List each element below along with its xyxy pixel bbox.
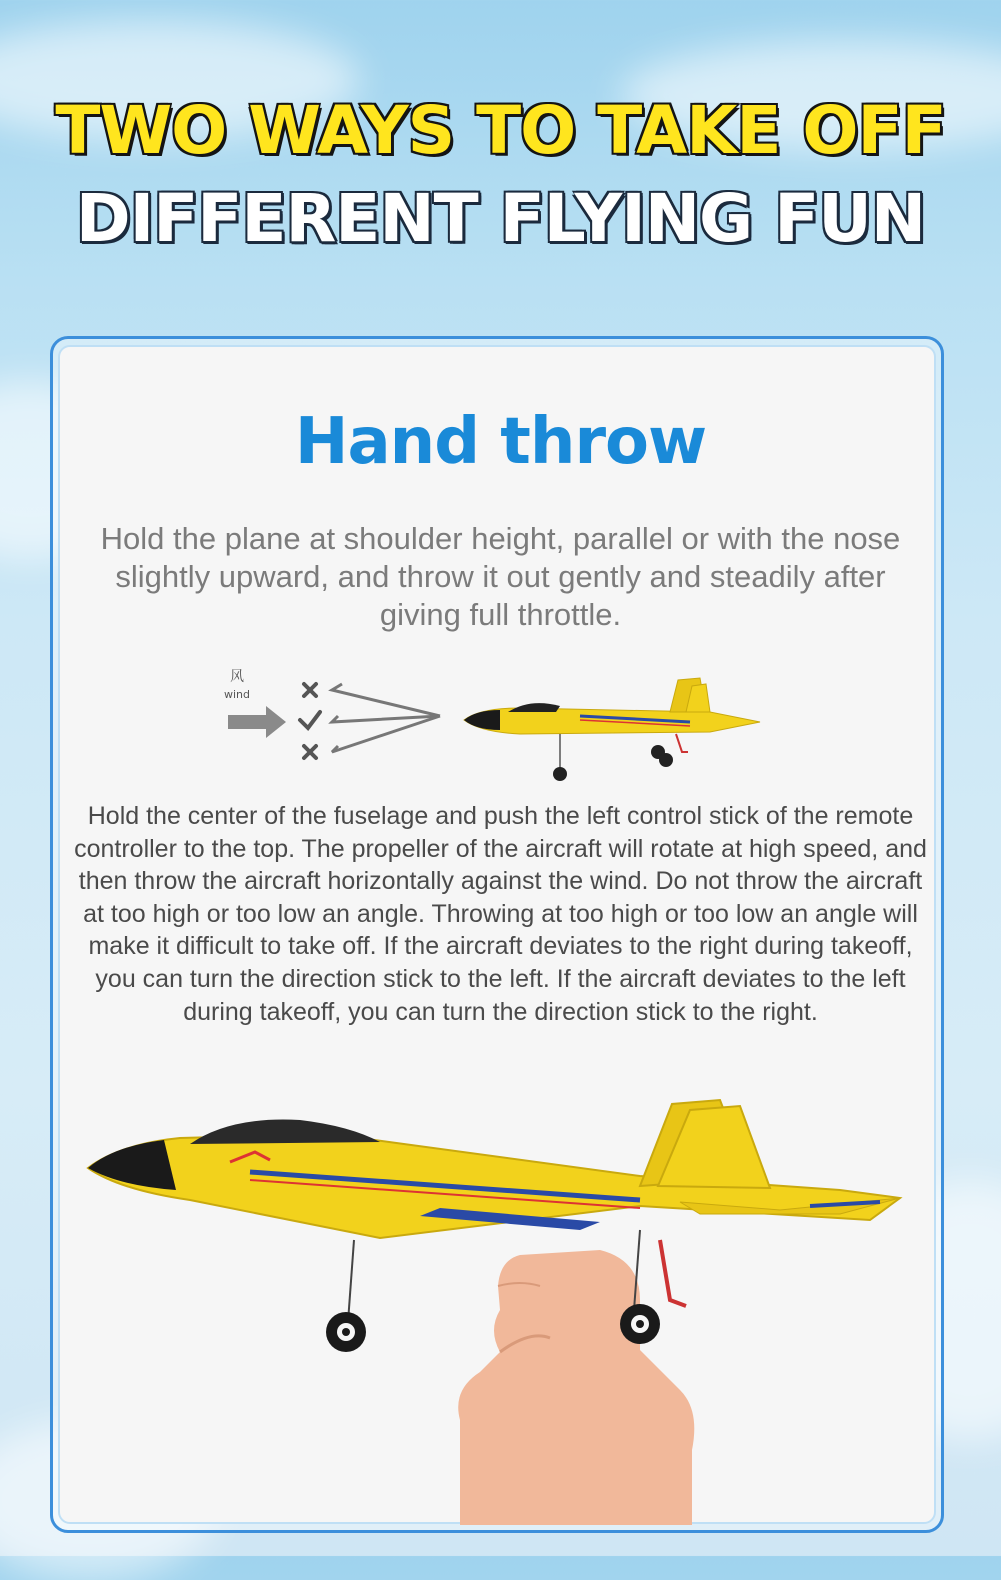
cross-icon-low <box>304 746 316 758</box>
headline-line-1: TWO WAYS TO TAKE OFF <box>55 92 946 169</box>
hand-image <box>458 1250 694 1525</box>
check-icon <box>300 712 320 728</box>
nose-cone <box>88 1140 176 1190</box>
cross-icon-high <box>304 684 316 696</box>
throw-direction-lines <box>332 684 440 752</box>
cockpit-canopy <box>190 1120 380 1145</box>
plane-in-hand-illustration <box>80 1090 910 1525</box>
wheel-icon <box>553 767 567 781</box>
headline-line-2: DIFFERENT FLYING FUN <box>75 180 926 257</box>
wind-arrow-icon <box>228 706 286 738</box>
intro-text: Hold the plane at shoulder height, parallel or with the nose slightly upward, and throw it out gently and steadily after giving full throttle. <box>100 521 901 632</box>
wheel-icon <box>659 753 673 767</box>
wind-label-cn: 风 <box>230 669 244 685</box>
plane-side-view-small <box>460 672 770 784</box>
throw-angle-diagram <box>220 670 460 780</box>
instructions-text: Hold the center of the fuselage and push the left control stick of the remote controller to the top. The propeller of the aircraft will rotate at high speed, and then throw the aircraft horizontally against the wind. Do not throw the aircraft at too high or too low an angle. Throwing at too high or too low an angle will make it difficult to take off. If the aircraft deviates to the right during takeoff, you can turn the direction stick to the left. If the aircraft deviates to the left during takeoff, you can turn the direction stick to the right. <box>74 802 927 1026</box>
section-title: Hand throw <box>294 405 707 479</box>
wind-label: wind <box>223 688 250 701</box>
